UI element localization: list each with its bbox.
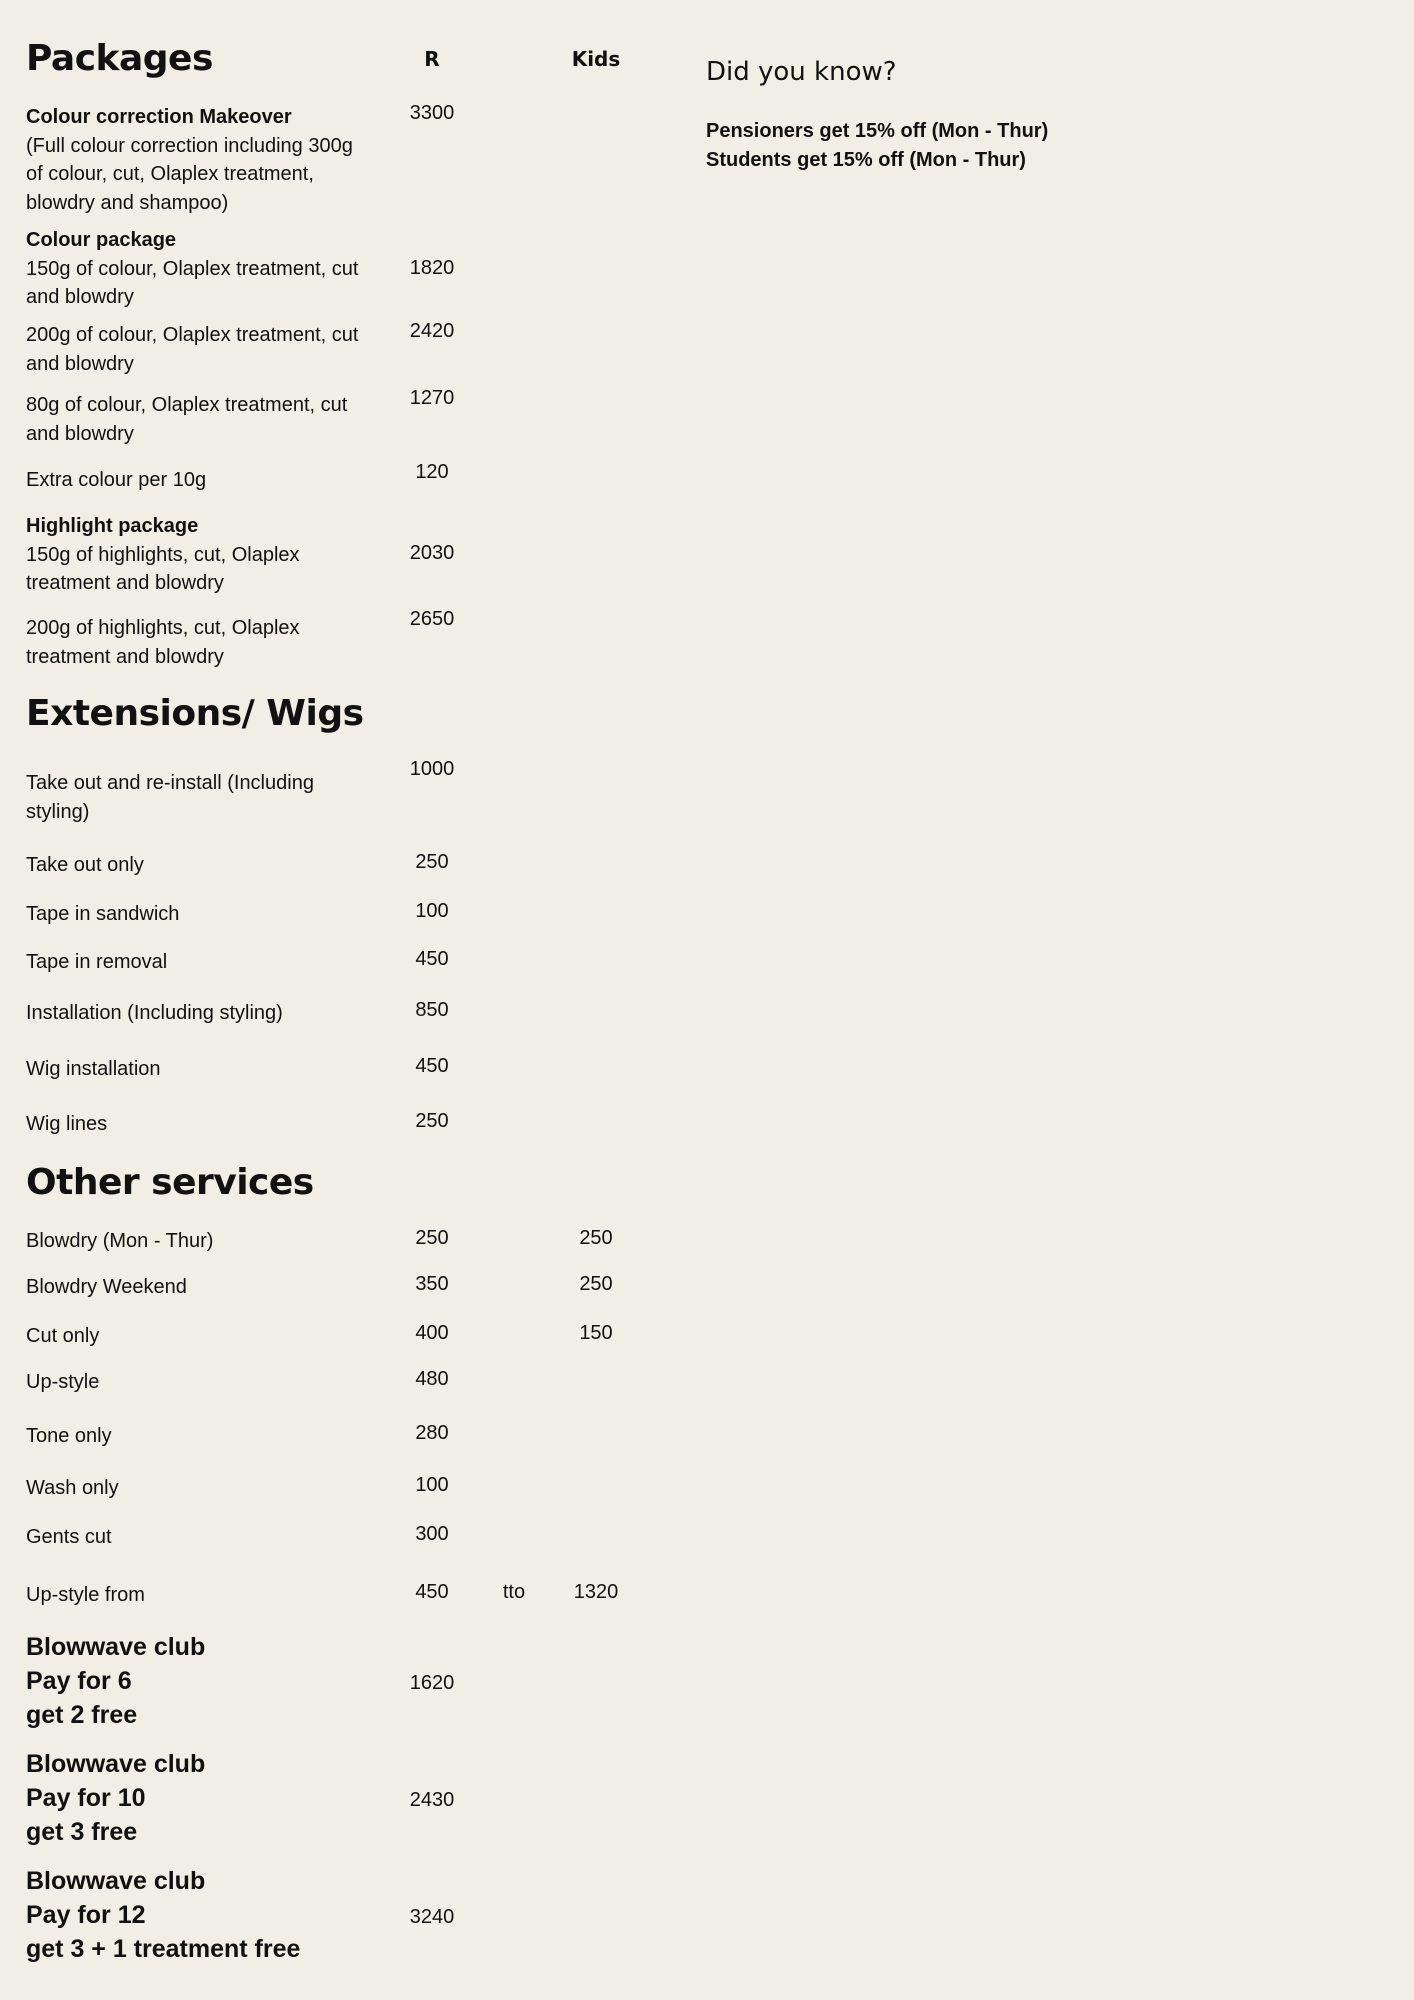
highlight-item-price: 2650 bbox=[409, 608, 455, 630]
club-price: 1620 bbox=[409, 1672, 455, 1694]
highlight-item bbox=[26, 614, 300, 671]
club-line: Blowwave club bbox=[26, 1633, 206, 1661]
service-price: 450 bbox=[415, 1581, 449, 1603]
extensions-heading: Extensions/ Wigs bbox=[26, 693, 364, 734]
colour-item-price: 1270 bbox=[409, 387, 455, 409]
makeover-item bbox=[26, 103, 353, 217]
club-line: Pay for 12 bbox=[26, 1901, 146, 1929]
highlight-item-line: 200g of highlights, cut, Olaplex bbox=[26, 617, 300, 639]
club-price: 3240 bbox=[409, 1906, 455, 1928]
club-line: Pay for 6 bbox=[26, 1667, 132, 1695]
price-range-separator: tto bbox=[502, 1581, 526, 1603]
service-kids-price: 150 bbox=[579, 1322, 613, 1344]
service-price: 400 bbox=[415, 1322, 449, 1344]
colour-package-item bbox=[26, 226, 358, 312]
service-price: 350 bbox=[415, 1273, 449, 1295]
colour-item-line: 80g of colour, Olaplex treatment, cut bbox=[26, 394, 348, 416]
service-item: Up-style from bbox=[26, 1584, 145, 1606]
colour-package-name: Colour package bbox=[26, 229, 177, 251]
club-line: get 2 free bbox=[26, 1701, 138, 1729]
colour-item bbox=[26, 466, 206, 495]
discount-line-pensioners: Pensioners get 15% off (Mon - Thur) bbox=[706, 120, 1049, 142]
service-kids-price: 250 bbox=[579, 1273, 613, 1295]
extension-item: Wig lines bbox=[26, 1113, 108, 1135]
colour-item-line: 200g of colour, Olaplex treatment, cut bbox=[26, 324, 359, 346]
extension-item: Installation (Including styling) bbox=[26, 1002, 283, 1024]
makeover-desc-line: (Full colour correction including 300g bbox=[26, 134, 353, 157]
service-price: 300 bbox=[415, 1523, 449, 1545]
makeover-desc-line: of colour, cut, Olaplex treatment, bbox=[26, 163, 314, 185]
service-kids-price: 250 bbox=[579, 1227, 613, 1249]
discount-line-students: Students get 15% off (Mon - Thur) bbox=[706, 149, 1026, 171]
extension-item-price: 450 bbox=[415, 1055, 449, 1077]
colour-item-line: and blowdry bbox=[26, 352, 134, 375]
extension-item-price: 100 bbox=[415, 900, 449, 922]
service-item: Wash only bbox=[26, 1477, 119, 1499]
service-price: 480 bbox=[415, 1368, 449, 1390]
other-services-heading: Other services bbox=[26, 1162, 314, 1203]
column-header-r: R bbox=[424, 47, 440, 71]
colour-item-line: and blowdry bbox=[26, 422, 134, 445]
service-item: Cut only bbox=[26, 1325, 100, 1347]
club-line: Pay for 10 bbox=[26, 1784, 146, 1812]
colour-item-price: 120 bbox=[415, 461, 449, 483]
blowwave-club bbox=[26, 1630, 205, 1732]
colour-item bbox=[26, 391, 347, 448]
extension-item: Tape in removal bbox=[26, 951, 168, 973]
highlight-package-name: Highlight package bbox=[26, 515, 199, 537]
club-line: get 3 free bbox=[26, 1818, 138, 1846]
service-item: Blowdry (Mon - Thur) bbox=[26, 1230, 214, 1252]
extension-item: Wig installation bbox=[26, 1058, 161, 1080]
service-item: Blowdry Weekend bbox=[26, 1276, 187, 1298]
service-price-upper: 1320 bbox=[573, 1581, 619, 1603]
highlight-package-item bbox=[26, 512, 300, 598]
extension-item-price: 250 bbox=[415, 851, 449, 873]
blowwave-club bbox=[26, 1864, 300, 1966]
colour-item-price: 2420 bbox=[409, 320, 455, 342]
extension-item-price: 850 bbox=[415, 999, 449, 1021]
highlight-item-price: 2030 bbox=[409, 542, 455, 564]
makeover-desc-line: blowdry and shampoo) bbox=[26, 191, 229, 214]
club-line: Blowwave club bbox=[26, 1750, 206, 1778]
colour-item-line: and blowdry bbox=[26, 286, 134, 308]
extension-item-line: Take out and re-install (Including bbox=[26, 772, 314, 794]
highlight-item-line: treatment and blowdry bbox=[26, 645, 224, 668]
colour-item-line: Extra colour per 10g bbox=[26, 469, 207, 491]
club-price: 2430 bbox=[409, 1789, 455, 1811]
extension-item: Tape in sandwich bbox=[26, 903, 180, 925]
service-price: 280 bbox=[415, 1422, 449, 1444]
extension-item bbox=[26, 769, 314, 826]
club-line: get 3 + 1 treatment free bbox=[26, 1935, 301, 1963]
extension-item: Take out only bbox=[26, 854, 144, 876]
makeover-price: 3300 bbox=[409, 102, 455, 124]
highlight-item-line: 150g of highlights, cut, Olaplex bbox=[26, 543, 300, 566]
service-item: Up-style bbox=[26, 1371, 100, 1393]
extension-item-line: styling) bbox=[26, 800, 90, 823]
extension-item-price: 1000 bbox=[409, 758, 455, 780]
club-line: Blowwave club bbox=[26, 1867, 206, 1895]
extension-item-price: 250 bbox=[415, 1110, 449, 1132]
highlight-item-line: treatment and blowdry bbox=[26, 572, 224, 594]
packages-heading: Packages bbox=[26, 38, 213, 79]
extension-item-price: 450 bbox=[415, 948, 449, 970]
column-header-kids: Kids bbox=[571, 47, 621, 71]
colour-item-line: 150g of colour, Olaplex treatment, cut bbox=[26, 257, 359, 280]
service-price: 250 bbox=[415, 1227, 449, 1249]
blowwave-club bbox=[26, 1747, 205, 1849]
service-item: Gents cut bbox=[26, 1526, 112, 1548]
makeover-name: Colour correction Makeover bbox=[26, 106, 292, 128]
colour-item-price: 1820 bbox=[409, 257, 455, 279]
colour-item bbox=[26, 321, 358, 378]
did-you-know-heading: Did you know? bbox=[706, 57, 897, 87]
service-price: 100 bbox=[415, 1474, 449, 1496]
service-item: Tone only bbox=[26, 1425, 112, 1447]
